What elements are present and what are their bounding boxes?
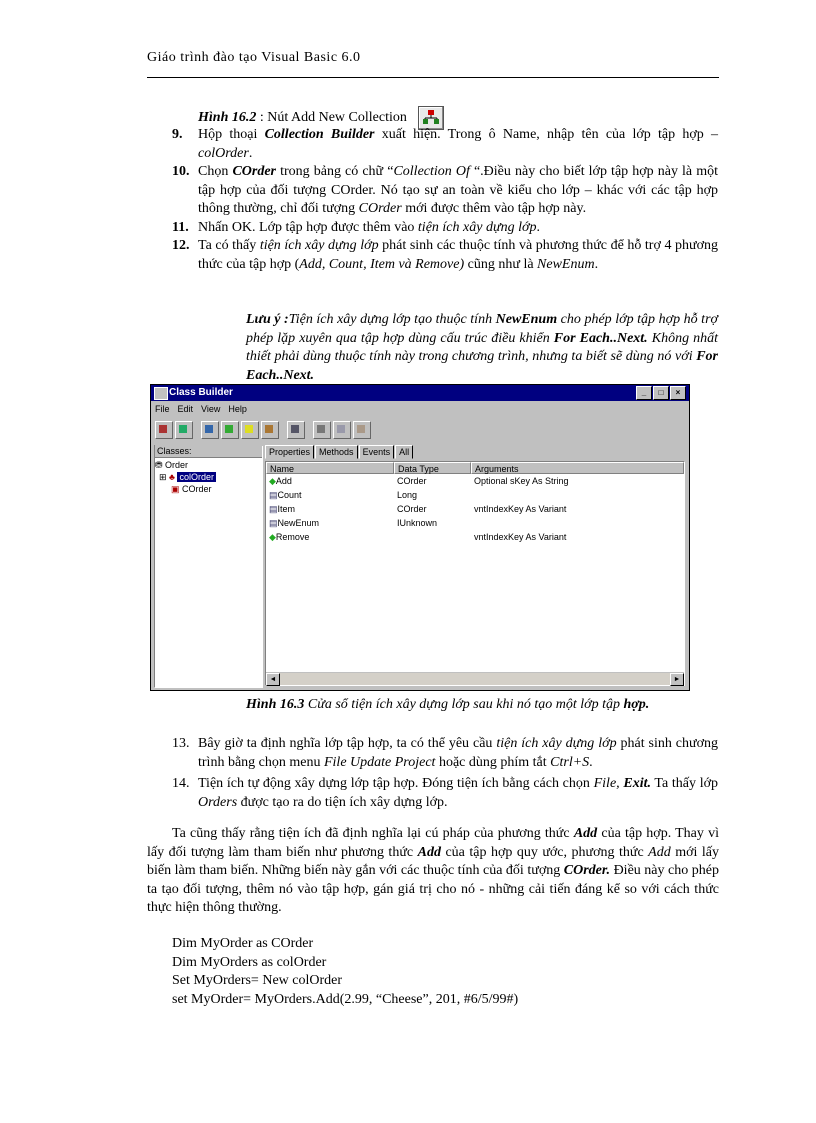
cell-name: ▤NewEnum [269, 518, 320, 528]
note-paragraph: Lưu ý :Tiện ích xây dựng lớp tạo thuộc tính NewEnum cho phép lớp tập hợp hỗ trợ phép lặp xuyên qua tập hợp dùng cấu trúc điều khiển For Each..Next. Không nhất thiết phải dùng thuộc tính này trong chương trình, nhưng ta biết sẽ dùng nó với For Each..Next. [246, 312, 719, 383]
toolbar [151, 418, 689, 442]
code-line: Dim MyOrders as colOrder [172, 954, 327, 970]
code-line: Dim MyOrder as COrder [172, 936, 314, 951]
maximize-button[interactable]: □ [653, 386, 669, 400]
col-arguments[interactable]: Arguments [471, 462, 684, 474]
list-number: 11. [172, 219, 189, 235]
table-row[interactable] [266, 516, 684, 530]
cell-data-type [394, 530, 471, 544]
tab-all[interactable]: All [395, 445, 413, 459]
scroll-right-icon[interactable]: ► [670, 673, 684, 686]
classes-label: Classes: [155, 445, 262, 458]
cell-arguments: vntIndexKey As Variant [474, 504, 567, 514]
menu-help[interactable]: Help [228, 404, 247, 414]
menu-edit[interactable]: Edit [177, 404, 194, 414]
paste-icon[interactable] [353, 421, 371, 439]
list-item [172, 775, 718, 812]
grid-header [266, 462, 684, 474]
list-item [172, 126, 718, 163]
cut-icon[interactable] [313, 421, 331, 439]
cell-data-type: Long [397, 490, 418, 500]
cell-data-type: COrder [397, 504, 427, 514]
property-icon: ▤ [269, 504, 278, 514]
col-data-type[interactable]: Data Type [394, 462, 471, 474]
window-title: Class Builder [169, 387, 233, 398]
window-titlebar [151, 385, 689, 401]
cell-name: ▤Item [269, 504, 296, 514]
collection-icon: ♣ [169, 472, 175, 482]
table-row[interactable] [266, 488, 684, 502]
tree-item-corder[interactable]: ▣ COrder [171, 484, 212, 494]
cell-name: ◆Remove [269, 532, 310, 542]
method-icon: ◆ [269, 476, 276, 486]
steps-list-2 [172, 735, 718, 815]
minimize-button[interactable]: _ [636, 386, 652, 400]
close-button[interactable]: × [670, 386, 686, 400]
list-text: Hộp thoại Collection Builder xuất hiện. Trong ô Name, nhập tên của lớp tập hợp – colOrder. [198, 127, 718, 161]
list-number: 12. [172, 238, 190, 253]
table-row[interactable] [266, 474, 684, 488]
add-property-icon[interactable] [201, 421, 219, 439]
cell-name: ◆Add [269, 476, 292, 486]
cell-data-type: IUnknown [397, 518, 438, 528]
class-builder-window [150, 384, 690, 691]
page-header: Giáo trình đào tạo Visual Basic 6.0 [147, 50, 361, 65]
tab-properties[interactable]: Properties [265, 445, 314, 459]
add-event-icon[interactable] [241, 421, 259, 439]
cell-data-type: COrder [397, 476, 427, 486]
cell-arguments [471, 488, 684, 502]
list-item [172, 219, 718, 238]
list-item [172, 163, 718, 219]
property-icon: ▤ [269, 518, 278, 528]
code-block [172, 935, 518, 1009]
cell-arguments: vntIndexKey As Variant [474, 532, 567, 542]
scroll-left-icon[interactable]: ◄ [266, 673, 280, 686]
tree-item-colorder[interactable]: ⊞ ♣ colOrder [159, 472, 214, 482]
property-icon: ▤ [269, 490, 278, 500]
table-row[interactable] [266, 502, 684, 516]
add-new-class-icon[interactable] [155, 421, 173, 439]
list-text: Tiện ích tự động xây dựng lớp tập hợp. Đóng tiện ích bằng cách chọn File, Exit. Ta thấy lớp Orders được tạo ra do tiện ích xây dựng lớp. [198, 776, 719, 810]
body-paragraph: Ta cũng thấy rằng tiện ích đã định nghĩa lại cú pháp của phương thức Add của tập hợp. Thay vì lấy đối tượng làm tham biến như phương thức Add của tập hợp quy ước, phương thức Add mới lấy biến làm tham biến. Những biến này gắn với các thuộc tính của đối tượng COrder. Điều này cho phép ta tạo đối tượng, thêm nó vào tập hợp, gán giá trị cho nó - những cải tiến đáng kể so với cách thức thực hiện thông thường. [147, 826, 719, 915]
project-icon: ⛃ [155, 460, 166, 470]
list-text: Bây giờ ta định nghĩa lớp tập hợp, ta có thể yêu cầu tiện ích xây dựng lớp phát sinh chương trình bằng chọn menu File Update Project hoặc dùng phím tắt Ctrl+S. [198, 736, 718, 770]
tab-events[interactable]: Events [359, 445, 395, 459]
add-new-collection-icon[interactable] [175, 421, 193, 439]
list-number: 9. [172, 127, 183, 142]
steps-list [172, 126, 718, 274]
members-panel [265, 445, 685, 686]
menu-view[interactable]: View [201, 404, 221, 414]
add-method-icon[interactable] [221, 421, 239, 439]
list-item [172, 237, 718, 274]
add-enum-icon[interactable] [261, 421, 279, 439]
horizontal-scrollbar[interactable] [266, 672, 684, 685]
figure-16-3-caption: Hình 16.3 Cửa sổ tiện ích xây dựng lớp sau khi nó tạo một lớp tập hợp. [246, 697, 650, 712]
tree-item-order[interactable]: ⛃ Order [155, 460, 189, 470]
class-tree [155, 459, 216, 495]
class-builder-app-icon [154, 387, 168, 400]
list-number: 14. [172, 776, 190, 791]
list-text: Ta có thấy tiện ích xây dựng lớp phát sinh các thuộc tính và phương thức để hỗ trợ 4 phương thức của tập hợp (Add, Count, Item và Remove) cũng như là NewEnum. [198, 238, 718, 272]
table-row[interactable] [266, 530, 684, 544]
code-line: Set MyOrders= New colOrder [172, 973, 343, 988]
method-icon: ◆ [269, 532, 276, 542]
caption-label: Hình 16.2 [198, 110, 257, 126]
list-text: Nhấn OK. Lớp tập hợp được thêm vào tiện ích xây dựng lớp. [198, 219, 540, 235]
cell-name: ▤Count [269, 490, 302, 500]
list-number: 10. [172, 164, 190, 179]
code-line: set MyOrder= MyOrders.Add(2.99, “Cheese”, 201, #6/5/99#) [172, 991, 519, 1007]
menu-bar [151, 401, 689, 418]
class-icon: ▣ [171, 484, 180, 494]
list-number: 13. [172, 736, 190, 751]
tab-methods[interactable]: Methods [315, 445, 358, 459]
member-tabs [265, 445, 685, 459]
properties-icon[interactable] [287, 421, 305, 439]
list-text: Chọn COrder trong bảng có chữ “Collection Of “.Điều này cho biết lớp tập hợp này là một tập hợp của đối tượng COrder. Nó tạo sự an toàn về kiểu cho lớp – khác với các tập hợp thông thường, chỉ đối tượng COrder mới được thêm vào tập hợp này. [198, 164, 719, 216]
cell-arguments: Optional sKey As String [474, 476, 569, 486]
col-name[interactable]: Name [266, 462, 394, 474]
members-grid [265, 461, 685, 686]
copy-icon[interactable] [333, 421, 351, 439]
cell-arguments [471, 516, 684, 530]
menu-file[interactable]: File [155, 404, 170, 414]
caption-text: : Nút Add New Collection [256, 110, 407, 126]
list-item [172, 735, 718, 772]
header-rule [147, 77, 719, 78]
